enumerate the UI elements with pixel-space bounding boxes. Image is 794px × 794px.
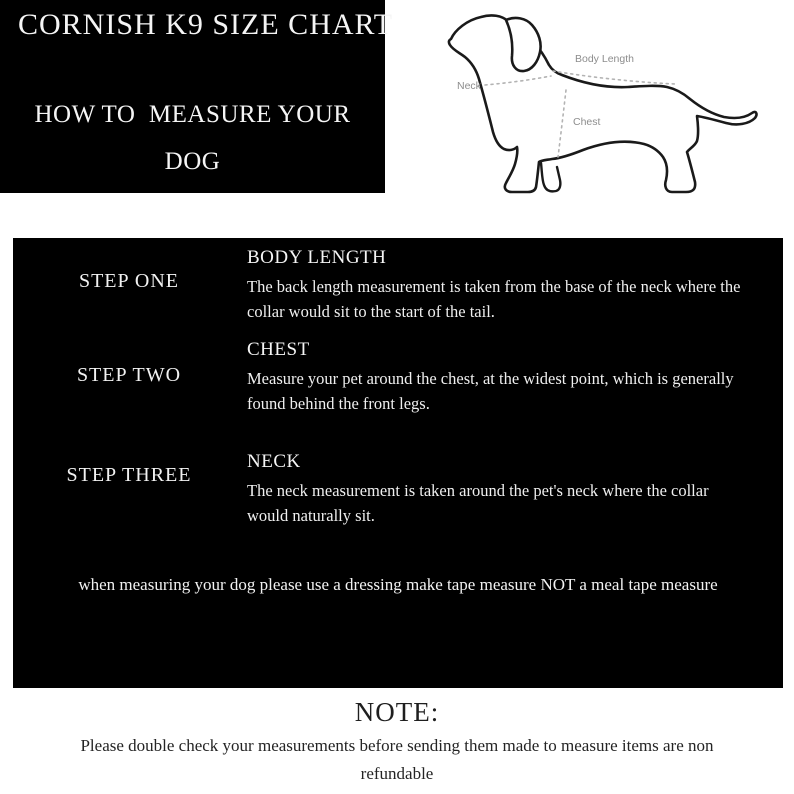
step-two-heading: CHEST [247, 339, 310, 360]
step-two-label: STEP TWO [76, 364, 182, 386]
note-heading: NOTE: [354, 697, 440, 727]
body-length-label: Body Length [575, 53, 634, 65]
dog-far-front-leg [541, 163, 560, 191]
step-two-description: Measure your pet around the chest, at the widest point, which is generally found behind the front legs. [247, 369, 734, 413]
dog-measurement-diagram [435, 5, 794, 210]
step-one-description: The back length measurement is taken from the base of the neck where the collar would sit to the start of the tail. [247, 277, 741, 321]
step-two-content [247, 339, 752, 416]
step-one-content [247, 247, 752, 324]
subtitle-line-1: HOW TO MEASURE YOUR [34, 101, 351, 128]
note-section [0, 697, 794, 788]
page-title: CORNISH K9 SIZE CHART [18, 8, 394, 41]
step-three-heading: NECK [247, 451, 301, 472]
subtitle-line-2: DOG [164, 148, 221, 175]
dog-ear [506, 18, 541, 71]
instructions-panel [13, 238, 783, 688]
neck-label: Neck [457, 80, 481, 92]
step-three-description: The neck measurement is taken around the pet's neck where the collar would naturally sit. [247, 481, 709, 525]
header-panel [0, 0, 394, 193]
dog-body-outline [449, 15, 757, 192]
step-three-content [247, 451, 752, 528]
note-body: Please double check your measurements before sending them made to measure items are non refundable [80, 736, 714, 783]
tape-measure-notice: when measuring your dog please use a dressing make tape measure NOT a meal tape measure [78, 575, 718, 594]
step-one-heading: BODY LENGTH [247, 247, 387, 268]
chest-label: Chest [573, 116, 601, 128]
step-one-label: STEP ONE [78, 270, 180, 292]
step-three-label: STEP THREE [66, 464, 192, 486]
